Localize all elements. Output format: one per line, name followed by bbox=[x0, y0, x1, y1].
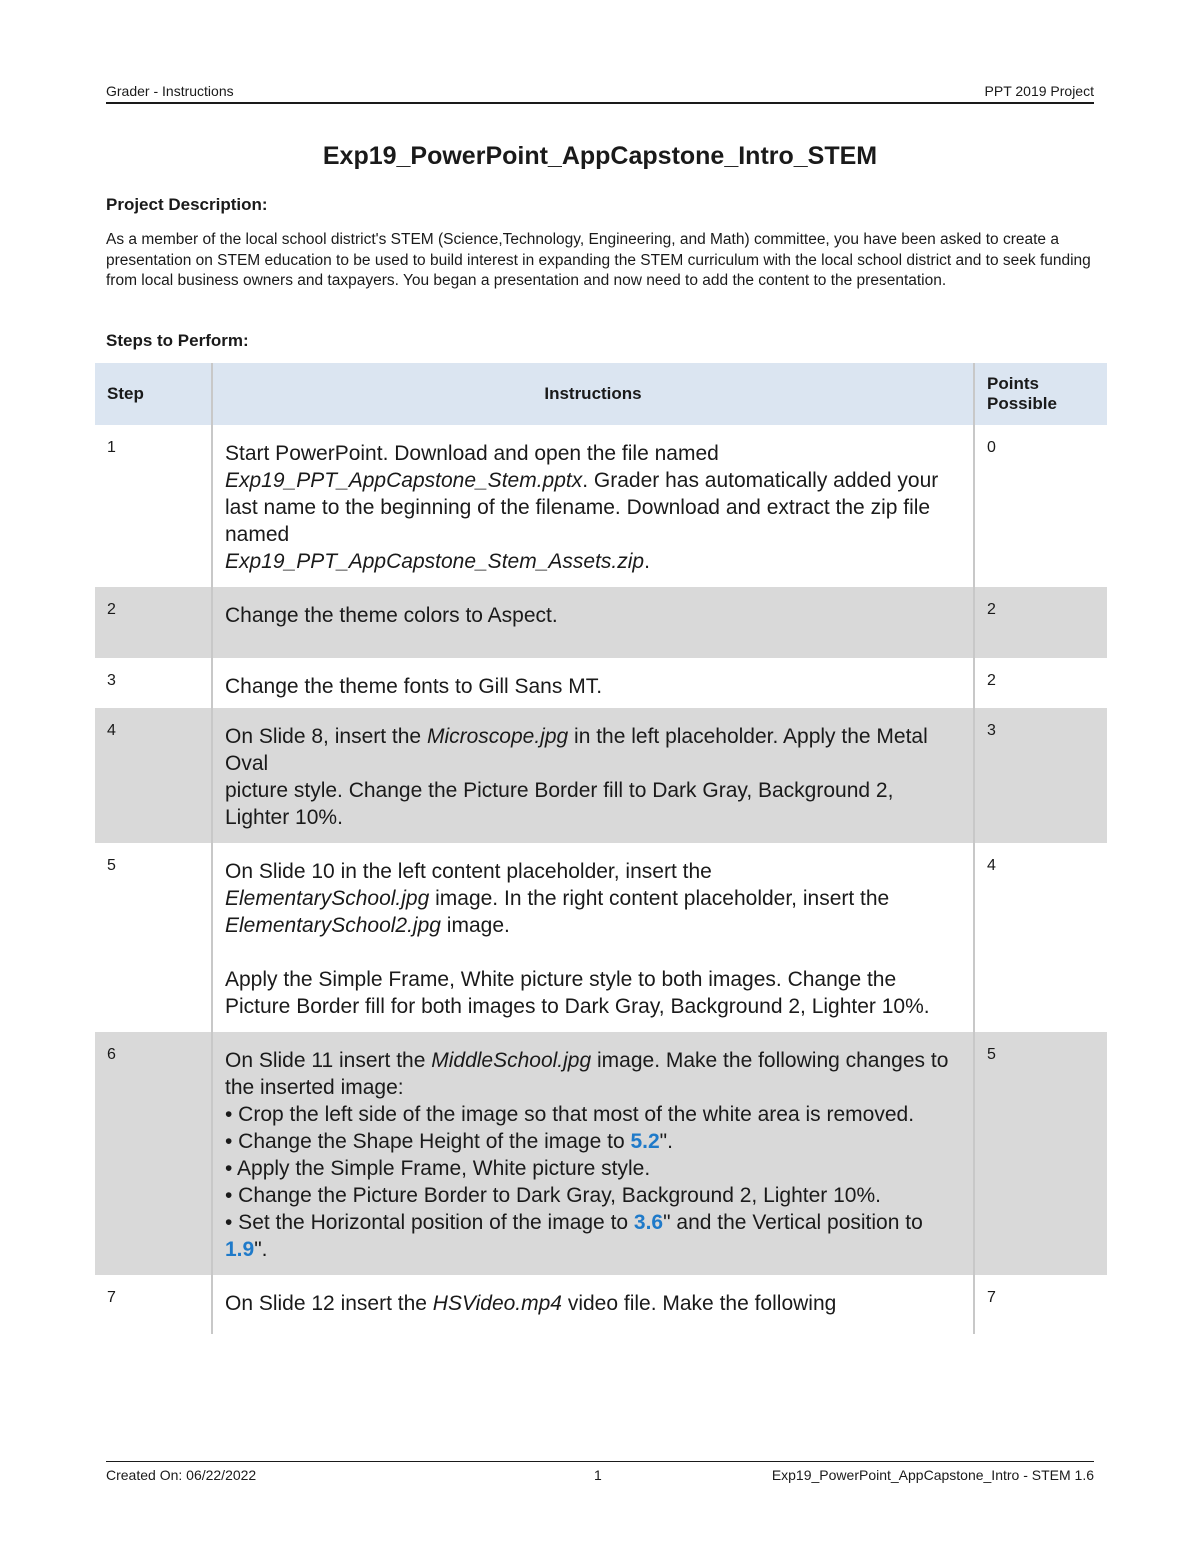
header-instructions: Instructions bbox=[212, 363, 974, 425]
table-row bbox=[95, 1275, 1107, 1334]
table-row bbox=[95, 843, 1107, 1032]
table-row bbox=[95, 425, 1107, 587]
step-number: 6 bbox=[95, 1032, 212, 1275]
instr-text: Start PowerPoint. Download and open the file named bbox=[225, 442, 719, 465]
value-highlight: 5.2 bbox=[630, 1130, 660, 1153]
footer-page-number: 1 bbox=[594, 1467, 602, 1483]
instr-text: . bbox=[644, 550, 650, 573]
project-description: As a member of the local school district's STEM (Science,Technology, Engineering, and Math) committee, you have been asked to create a presentation on STEM education to be used to build interest in expanding the STEM curriculum with the local school district and to seek funding from local business owners and taxpayers. You began a presentation and now need to add the content to the presentation. bbox=[106, 231, 1091, 289]
table-row bbox=[95, 587, 1107, 658]
step-number: 1 bbox=[107, 439, 116, 456]
file-name: Exp19_PPT_AppCapstone_Stem_Assets.zip bbox=[225, 550, 645, 573]
instr-text: in the left placeholder. Apply the Metal Oval bbox=[225, 725, 928, 775]
bullet-item: • Change the Shape Height of the image to bbox=[225, 1130, 631, 1153]
page-footer bbox=[106, 1461, 1094, 1486]
instr-text: video file. Make the following bbox=[562, 1292, 837, 1315]
instr-text: image. bbox=[440, 914, 510, 937]
file-name: ElementarySchool.jpg bbox=[225, 887, 430, 910]
step-instructions bbox=[212, 425, 974, 587]
instr-text: On Slide 11 insert the bbox=[225, 1049, 432, 1072]
steps-label: Steps to Perform: bbox=[106, 331, 249, 350]
step-instructions bbox=[212, 1275, 974, 1334]
step-number: 5 bbox=[107, 857, 116, 874]
step-points: 2 bbox=[987, 672, 996, 689]
file-name: Exp19_PPT_AppCapstone_Stem.pptx bbox=[225, 469, 583, 492]
step-points: 2 bbox=[974, 587, 1107, 658]
page-header bbox=[106, 83, 1094, 104]
value-highlight: 3.6 bbox=[633, 1211, 664, 1234]
step-points: 4 bbox=[987, 857, 996, 874]
step-points: 3 bbox=[974, 708, 1107, 843]
file-name: ElementarySchool2.jpg bbox=[225, 914, 441, 937]
step-points: 0 bbox=[987, 439, 996, 456]
step-number: 7 bbox=[107, 1289, 116, 1306]
instr-text: On Slide 12 insert the bbox=[225, 1292, 433, 1315]
value-highlight: 1.9 bbox=[225, 1238, 255, 1261]
document-title: Exp19_PowerPoint_AppCapstone_Intro_STEM bbox=[322, 142, 878, 170]
file-name: MiddleSchool.jpg bbox=[431, 1049, 592, 1072]
bullet-item: " and the Vertical position to bbox=[663, 1211, 923, 1234]
table-row bbox=[95, 1032, 1107, 1275]
table-row bbox=[95, 658, 1107, 708]
step-points: 5 bbox=[974, 1032, 1107, 1275]
step-instructions: Change the theme colors to Aspect. bbox=[212, 587, 974, 658]
instr-text: the inserted image: bbox=[225, 1076, 404, 1099]
instr-text: On Slide 10 in the left content placeholder, insert the bbox=[225, 860, 712, 883]
table-header-row bbox=[95, 363, 1107, 425]
step-instructions bbox=[212, 843, 974, 1032]
step-instructions: Change the theme fonts to Gill Sans MT. bbox=[212, 658, 974, 708]
project-description-label: Project Description: bbox=[106, 195, 268, 214]
table-row bbox=[95, 708, 1107, 843]
bullet-item: ". bbox=[254, 1238, 268, 1261]
header-points-line1: Points bbox=[987, 374, 1039, 393]
step-instructions bbox=[212, 708, 974, 843]
header-left: Grader - Instructions bbox=[106, 83, 234, 99]
file-name: Microscope.jpg bbox=[426, 725, 569, 748]
bullet-item: • Crop the left side of the image so that most of the white area is removed. bbox=[225, 1103, 915, 1126]
header-right: PPT 2019 Project bbox=[984, 83, 1094, 99]
bullet-item: • Set the Horizontal position of the image to bbox=[225, 1211, 634, 1234]
step-number: 3 bbox=[107, 672, 116, 689]
step-number: 4 bbox=[95, 708, 212, 843]
footer-doc-id: Exp19_PowerPoint_AppCapstone_Intro - STEM 1.6 bbox=[771, 1467, 1094, 1483]
file-name: HSVideo.mp4 bbox=[432, 1292, 562, 1315]
bullet-item: • Apply the Simple Frame, White picture style. bbox=[225, 1157, 651, 1180]
header-points bbox=[974, 363, 1107, 425]
header-step: Step bbox=[95, 363, 212, 425]
step-points: 7 bbox=[987, 1289, 996, 1306]
footer-created-on: Created On: 06/22/2022 bbox=[106, 1467, 257, 1483]
step-number: 2 bbox=[95, 587, 212, 658]
instr-text: picture style. Change the Picture Border fill to Dark Gray, Background 2, Lighter 10%. bbox=[225, 779, 894, 829]
instr-text: On Slide 8, insert the bbox=[225, 725, 427, 748]
instr-text: image. In the right content placeholder, insert the bbox=[429, 887, 890, 910]
header-points-line2: Possible bbox=[987, 394, 1057, 413]
instr-text: image. Make the following changes to bbox=[591, 1049, 949, 1072]
instr-text: . Grader has automatically added your last name to the beginning of the filename. Download and extract the zip file named bbox=[225, 469, 939, 546]
bullet-item: • Change the Picture Border to Dark Gray, Background 2, Lighter 10%. bbox=[225, 1184, 881, 1207]
step-instructions bbox=[212, 1032, 974, 1275]
bullet-item: ". bbox=[659, 1130, 673, 1153]
instr-paragraph: Apply the Simple Frame, White picture style to both images. Change the Picture Border fill for both images to Dark Gray, Background 2, Lighter 10%. bbox=[225, 968, 930, 1018]
steps-table bbox=[95, 363, 1107, 1334]
